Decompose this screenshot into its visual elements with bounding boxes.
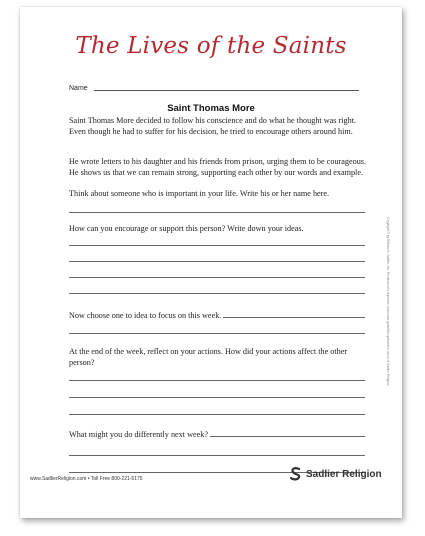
name-line[interactable] <box>94 90 359 91</box>
answer-line[interactable] <box>69 245 365 246</box>
paragraph-letters: He wrote letters to his daughter and his friends from prison, urging them to be courageous. He shows us that we can remain strong, supporting each other by our words and example. <box>69 157 367 177</box>
question-differently: What might you do differently next week? <box>69 430 208 439</box>
question-reflect: At the end of the week, reflect on your actions. How did your actions affect the other person? <box>69 347 348 367</box>
saint-heading: Saint Thomas More <box>167 103 255 114</box>
answer-line[interactable] <box>69 455 365 456</box>
answer-line[interactable] <box>69 277 365 278</box>
answer-line[interactable] <box>69 333 365 334</box>
answer-line[interactable] <box>69 293 365 294</box>
answer-line[interactable] <box>69 380 365 381</box>
answer-line[interactable] <box>69 261 365 262</box>
sadlier-logo <box>290 465 382 483</box>
worksheet-page <box>20 7 402 518</box>
worksheet-title: The Lives of the Saints <box>75 33 347 59</box>
question-focus: Now choose one to idea to focus on this week. <box>69 311 222 320</box>
footer-contact: www.SadlierReligion.com • Toll Free 800-221-5175 <box>30 476 143 482</box>
logo-text: Sadlier Religion <box>306 468 382 480</box>
copyright-notice: Copyright © by William H. Sadlier, Inc. Permission to duplicate classroom quantities granted to users of Sadlier Religion. <box>386 217 390 387</box>
name-field[interactable] <box>69 80 359 92</box>
question-focus-row[interactable] <box>69 309 365 320</box>
name-label: Name <box>69 85 88 92</box>
question-encourage: How can you encourage or support this person? Write down your ideas. <box>69 224 304 233</box>
answer-line[interactable] <box>69 397 365 398</box>
answer-line[interactable] <box>69 212 365 213</box>
question-differently-row[interactable] <box>69 428 365 439</box>
paragraph-intro: Saint Thomas More decided to follow his conscience and do what he thought was right. Even though he had to suffer for his decision, he tried to encourage others around him. <box>69 116 357 136</box>
answer-line[interactable] <box>69 414 365 415</box>
sadlier-logo-icon <box>290 467 302 481</box>
paragraph-prompt: Think about someone who is important in your life. Write his or her name here. <box>69 189 330 198</box>
